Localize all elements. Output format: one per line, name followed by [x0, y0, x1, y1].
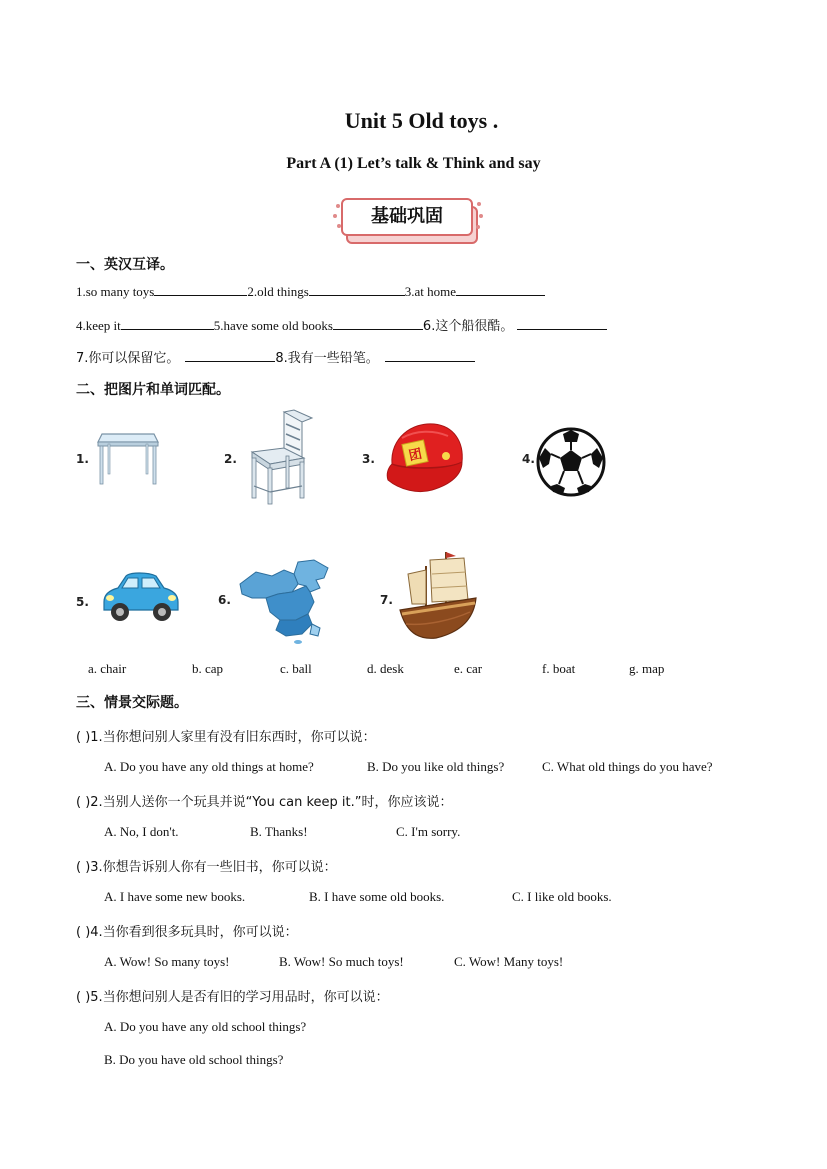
word-option-e: e. car [454, 661, 483, 676]
desk-icon [96, 428, 160, 493]
answer-blank[interactable] [385, 349, 475, 362]
item-8: 8.我有一些铅笔。 [275, 351, 379, 366]
picture-number-4: 4. [522, 452, 535, 466]
question-5[interactable]: ( )5.当你想问别人是否有旧的学习用品时，你可以说： [76, 990, 389, 1005]
q1-option-a: A. Do you have any old things at home? [104, 759, 314, 774]
word-option-f: f. boat [542, 661, 576, 676]
picture-number-6: 6. [218, 593, 231, 607]
car-icon [98, 568, 182, 629]
picture-number-3: 3. [362, 452, 375, 466]
answer-blank[interactable] [154, 283, 247, 296]
section-banner [341, 198, 481, 244]
picture-number-5: 5. [76, 595, 89, 609]
answer-blank[interactable] [517, 317, 607, 330]
question-2[interactable]: ( )2.当别人送你一个玩具并说“You can keep it.”时，你应该说： [76, 795, 453, 810]
boat-icon [396, 548, 480, 649]
item-4: 4.keep it [76, 318, 121, 333]
q1-option-b: B. Do you like old things? [367, 759, 505, 774]
question-4[interactable]: ( )4.当你看到很多玩具时，你可以说： [76, 925, 298, 940]
item-2: 2.old things [247, 284, 309, 299]
picture-number-7: 7. [380, 593, 393, 607]
answer-blank[interactable] [309, 283, 405, 296]
q2-option-c: C. I'm sorry. [396, 824, 461, 839]
section1-heading: 一、英汉互译。 [76, 257, 174, 273]
q2-option-b: B. Thanks! [250, 824, 308, 839]
cap-icon [382, 418, 468, 505]
word-option-d: d. desk [367, 661, 404, 676]
answer-blank[interactable] [185, 349, 275, 362]
word-option-g: g. map [629, 661, 665, 676]
question-3[interactable]: ( )3.你想告诉别人你有一些旧书，你可以说： [76, 860, 337, 875]
item-3: 3.at home [404, 284, 457, 299]
q3-option-a: A. I have some new books. [104, 889, 246, 904]
answer-blank[interactable] [121, 317, 214, 330]
section3-heading: 三、情景交际题。 [76, 695, 188, 711]
q4-option-c: C. Wow! Many toys! [454, 954, 564, 969]
cap-logo-text: 团 [407, 446, 424, 465]
q4-option-b: B. Wow! So much toys! [279, 954, 404, 969]
answer-blank[interactable] [333, 317, 423, 330]
page-title: Unit 5 Old toys . [344, 108, 499, 133]
q4-option-a: A. Wow! So many toys! [104, 954, 230, 969]
item-7: 7.你可以保留它。 [76, 351, 180, 366]
item-5: 5.have some old books [213, 318, 333, 333]
question-1[interactable]: ( )1.当你想问别人家里有没有旧东西时，你可以说： [76, 730, 376, 745]
translation-row-2 [76, 315, 607, 334]
map-icon [236, 558, 334, 649]
q5-option-b: B. Do you have old school things? [104, 1052, 284, 1067]
item-6: 6.这个船很酷。 [422, 319, 514, 334]
word-option-c: c. ball [280, 661, 312, 676]
ball-icon [535, 426, 607, 503]
banner-label: 基础巩固 [341, 198, 473, 236]
chair-icon [246, 408, 316, 511]
q1-option-c: C. What old things do you have? [542, 759, 713, 774]
translation-row-3 [76, 347, 475, 366]
word-option-b: b. cap [192, 661, 224, 676]
page-subtitle: Part A (1) Let’s talk & Think and say [286, 155, 541, 172]
q3-option-b: B. I have some old books. [309, 889, 445, 904]
item-1: 1.so many toys [76, 284, 155, 299]
q3-option-c: C. I like old books. [512, 889, 612, 904]
q2-option-a: A. No, I don't. [104, 824, 179, 839]
q5-option-a: A. Do you have any old school things? [104, 1019, 307, 1034]
word-option-a: a. chair [88, 661, 127, 676]
picture-number-1: 1. [76, 452, 89, 466]
translation-row-1 [76, 283, 545, 300]
answer-blank[interactable] [456, 283, 545, 296]
picture-number-2: 2. [224, 452, 237, 466]
section2-heading: 二、把图片和单词匹配。 [76, 382, 230, 398]
